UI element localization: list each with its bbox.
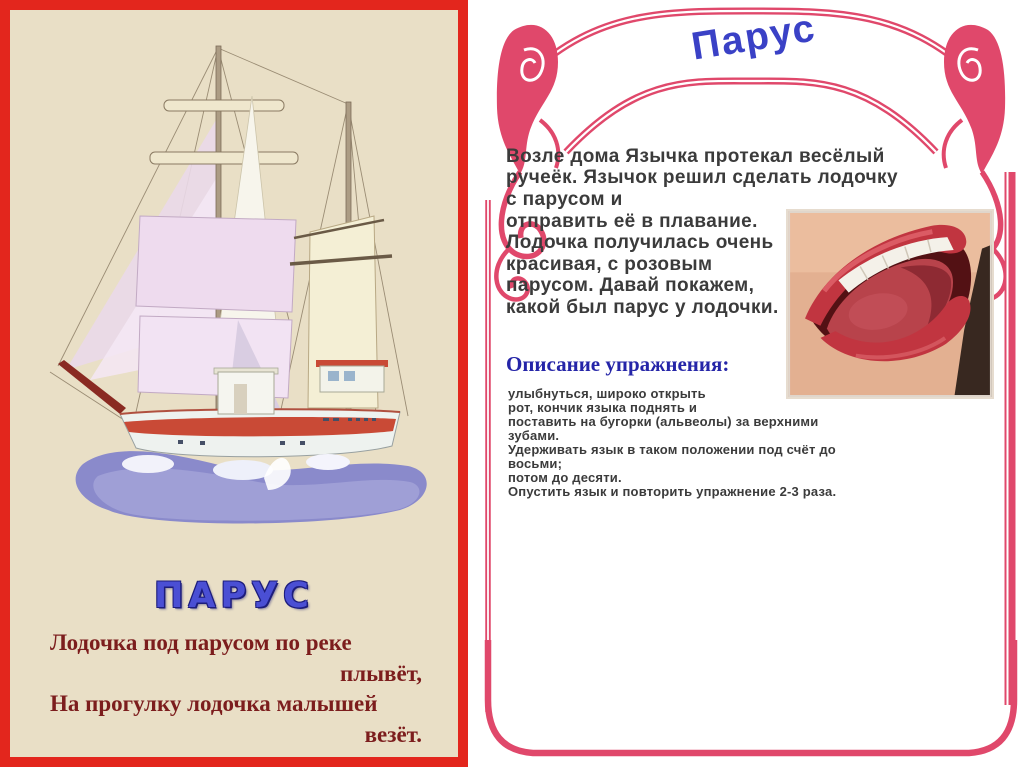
sailboat-illustration	[28, 24, 448, 524]
story-text-part1: Возле дома Язычка протекал весёлый ручеёк. Язычок решил сделать лодочку с парусом и	[506, 146, 898, 210]
instruction-line: восьми;	[508, 456, 563, 471]
mouth-photo-graphic	[788, 211, 992, 397]
instruction-line: потом до десяти.	[508, 470, 622, 485]
instruction-line: Опустить язык и повторить упражнение 2-3 раза.	[508, 484, 837, 499]
right-exercise-panel	[478, 0, 1024, 767]
description-heading: Описание упражнения:	[506, 352, 730, 376]
story-text-part2: отправить её в плавание. Лодочка получилась очень красивая, с розовым парусом. Давай покажем, какой был парус у лодочки.	[506, 211, 779, 318]
poem-line: плывёт,	[339, 660, 422, 686]
instruction-line: рот, кончик языка поднять и	[508, 400, 698, 415]
instruction-line: улыбнуться, широко открыть	[508, 386, 706, 401]
right-panel-title: Парус	[688, 6, 820, 69]
poem	[50, 628, 436, 750]
poem-line: везёт.	[364, 721, 422, 747]
tongue-up-mouth-photo	[786, 209, 994, 399]
instruction-line: поставить на бугорки (альвеолы) за верхними	[508, 414, 819, 429]
exercise-instructions	[508, 387, 1008, 499]
poem-line: На прогулку лодочка малышей	[50, 691, 378, 717]
left-panel-title: ПАРУС	[154, 576, 314, 616]
left-card-panel	[0, 0, 468, 767]
poem-line: Лодочка под парусом по реке	[50, 630, 352, 655]
instruction-line: зубами.	[508, 428, 560, 443]
instruction-line: Удерживать язык в таком положении под счёт до	[508, 442, 836, 457]
